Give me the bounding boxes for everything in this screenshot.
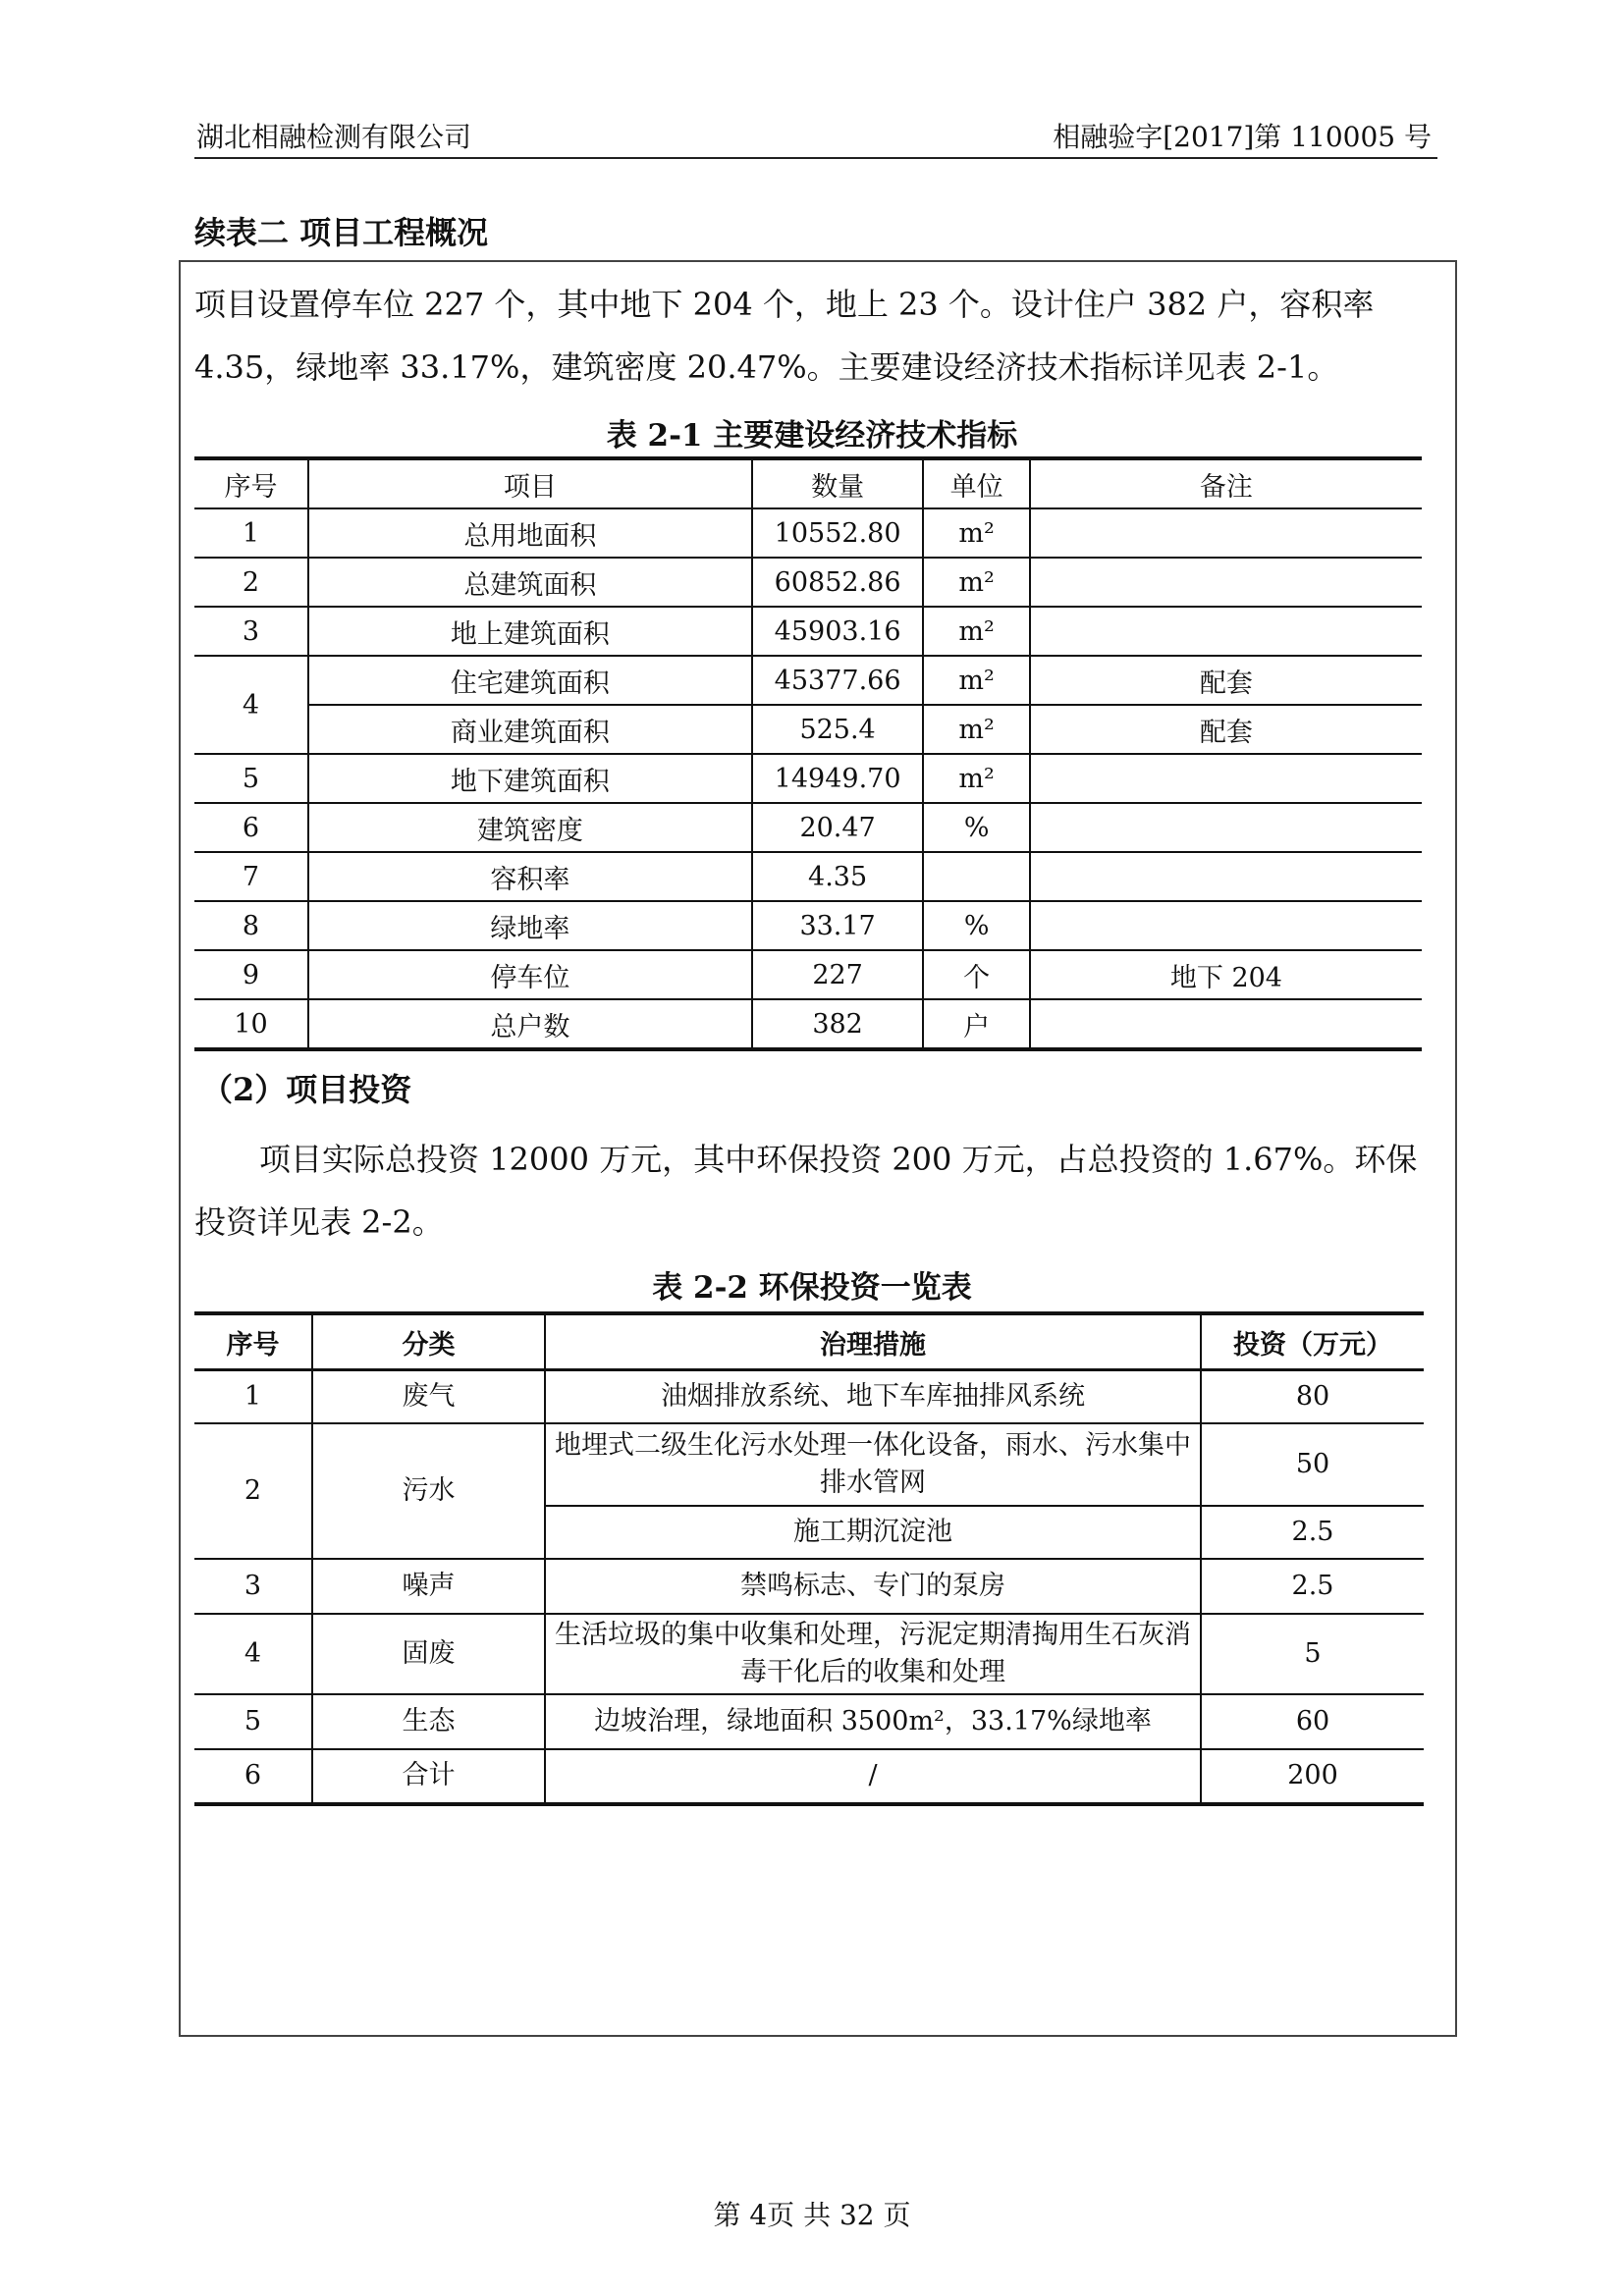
cell-qty: 60852.86 [752, 558, 924, 607]
cell-no: 2 [194, 1423, 312, 1559]
cell-item: 停车位 [308, 950, 752, 999]
cell-note: 配套 [1030, 705, 1422, 754]
cell-qty: 525.4 [752, 705, 924, 754]
col-header-amount: 投资（万元） [1201, 1313, 1424, 1370]
table-row [194, 950, 1422, 999]
cell-unit: % [923, 803, 1029, 852]
cell-note [1030, 852, 1422, 901]
cell-amount: 2.5 [1201, 1559, 1424, 1614]
cell-unit: m² [923, 656, 1029, 705]
cell-category: 生态 [312, 1694, 545, 1749]
company-name: 湖北相融检测有限公司 [196, 121, 472, 153]
col-header-no: 序号 [194, 1313, 312, 1370]
cell-category: 固废 [312, 1614, 545, 1694]
cell-item: 绿地率 [308, 901, 752, 950]
cell-no: 7 [194, 852, 308, 901]
cell-no: 6 [194, 803, 308, 852]
cell-measure: 生活垃圾的集中收集和处理，污泥定期清掏用生石灰消毒干化后的收集和处理 [545, 1614, 1201, 1694]
cell-unit: m² [923, 607, 1029, 656]
cell-amount: 80 [1201, 1370, 1424, 1423]
table-row [194, 1370, 1424, 1423]
table-row [194, 754, 1422, 803]
cell-qty: 20.47 [752, 803, 924, 852]
col-header-note: 备注 [1030, 458, 1422, 508]
investment-paragraph: 项目实际总投资 12000 万元，其中环保投资 200 万元，占总投资的 1.67%。环保投资详见表 2-2。 [194, 1141, 1418, 1241]
cell-note [1030, 754, 1422, 803]
cell-qty: 14949.70 [752, 754, 924, 803]
cell-category: 合计 [312, 1749, 545, 1804]
cell-note [1030, 803, 1422, 852]
table-row [194, 1749, 1424, 1804]
cell-note [1030, 607, 1422, 656]
cell-unit: m² [923, 508, 1029, 558]
cell-item: 商业建筑面积 [308, 705, 752, 754]
cell-measure: 地埋式二级生化污水处理一体化设备，雨水、污水集中排水管网 [545, 1423, 1201, 1506]
cell-unit: 户 [923, 999, 1029, 1049]
cell-no: 3 [194, 1559, 312, 1614]
col-header-item: 项目 [308, 458, 752, 508]
table-row [194, 508, 1422, 558]
cell-category: 噪声 [312, 1559, 545, 1614]
page-footer: 第 4页 共 32 页 [713, 2199, 911, 2231]
cell-qty: 382 [752, 999, 924, 1049]
section-title: 续表二 项目工程概况 [194, 214, 489, 251]
table-row [194, 1694, 1424, 1749]
cell-amount: 5 [1201, 1614, 1424, 1694]
table-header-row [194, 1313, 1424, 1370]
env-investment-table [194, 1311, 1424, 1806]
col-header-qty: 数量 [752, 458, 924, 508]
cell-no: 8 [194, 901, 308, 950]
table1-caption: 表 2-1 主要建设经济技术指标 [606, 418, 1018, 454]
cell-qty: 33.17 [752, 901, 924, 950]
cell-amount: 50 [1201, 1423, 1424, 1506]
cell-item: 建筑密度 [308, 803, 752, 852]
cell-item: 总用地面积 [308, 508, 752, 558]
indicators-table [194, 456, 1422, 1051]
col-header-unit: 单位 [923, 458, 1029, 508]
cell-qty: 45377.66 [752, 656, 924, 705]
table-row [194, 1614, 1424, 1694]
cell-unit: m² [923, 754, 1029, 803]
cell-qty: 45903.16 [752, 607, 924, 656]
cell-no: 5 [194, 1694, 312, 1749]
cell-no: 6 [194, 1749, 312, 1804]
table-row [194, 1559, 1424, 1614]
cell-qty: 4.35 [752, 852, 924, 901]
cell-no: 3 [194, 607, 308, 656]
cell-note [1030, 558, 1422, 607]
col-header-no: 序号 [194, 458, 308, 508]
table-row [194, 852, 1422, 901]
col-header-category: 分类 [312, 1313, 545, 1370]
table-row [194, 607, 1422, 656]
cell-unit: m² [923, 558, 1029, 607]
cell-amount: 200 [1201, 1749, 1424, 1804]
cell-no: 1 [194, 1370, 312, 1423]
cell-no: 1 [194, 508, 308, 558]
cell-note [1030, 901, 1422, 950]
intro-paragraph: 项目设置停车位 227 个，其中地下 204 个，地上 23 个。设计住户 382 户，容积率 4.35，绿地率 33.17%，建筑密度 20.47%。主要建设经济技术指标详见表 2-1。 [194, 286, 1375, 386]
table-row [194, 1423, 1424, 1506]
cell-measure: 油烟排放系统、地下车库抽排风系统 [545, 1370, 1201, 1423]
cell-item: 总户数 [308, 999, 752, 1049]
col-header-measure: 治理措施 [545, 1313, 1201, 1370]
cell-note [1030, 508, 1422, 558]
cell-measure: 禁鸣标志、专门的泵房 [545, 1559, 1201, 1614]
cell-item: 容积率 [308, 852, 752, 901]
cell-unit [923, 852, 1029, 901]
cell-item: 地下建筑面积 [308, 754, 752, 803]
cell-amount: 60 [1201, 1694, 1424, 1749]
cell-note: 地下 204 [1030, 950, 1422, 999]
cell-unit: % [923, 901, 1029, 950]
table-row [194, 656, 1422, 705]
investment-heading: （2）项目投资 [201, 1071, 412, 1108]
cell-measure: 边坡治理，绿地面积 3500m²，33.17%绿地率 [545, 1694, 1201, 1749]
cell-qty: 10552.80 [752, 508, 924, 558]
cell-category: 污水 [312, 1423, 545, 1559]
cell-item: 住宅建筑面积 [308, 656, 752, 705]
cell-qty: 227 [752, 950, 924, 999]
cell-no: 9 [194, 950, 308, 999]
cell-note [1030, 999, 1422, 1049]
cell-no: 2 [194, 558, 308, 607]
cell-no: 4 [194, 656, 308, 754]
cell-item: 地上建筑面积 [308, 607, 752, 656]
cell-measure: 施工期沉淀池 [545, 1506, 1201, 1559]
table-row [194, 999, 1422, 1049]
cell-unit: m² [923, 705, 1029, 754]
cell-no: 5 [194, 754, 308, 803]
cell-no: 4 [194, 1614, 312, 1694]
cell-note: 配套 [1030, 656, 1422, 705]
table-header-row [194, 458, 1422, 508]
table-row [194, 558, 1422, 607]
table-row [194, 803, 1422, 852]
document-number: 相融验字[2017]第 110005 号 [1053, 121, 1432, 153]
cell-no: 10 [194, 999, 308, 1049]
cell-amount: 2.5 [1201, 1506, 1424, 1559]
cell-category: 废气 [312, 1370, 545, 1423]
cell-unit: 个 [923, 950, 1029, 999]
table2-caption: 表 2-2 环保投资一览表 [652, 1270, 972, 1306]
table-row [194, 901, 1422, 950]
page-header [194, 110, 1437, 159]
table-row [194, 705, 1422, 754]
cell-measure: / [545, 1749, 1201, 1804]
cell-item: 总建筑面积 [308, 558, 752, 607]
